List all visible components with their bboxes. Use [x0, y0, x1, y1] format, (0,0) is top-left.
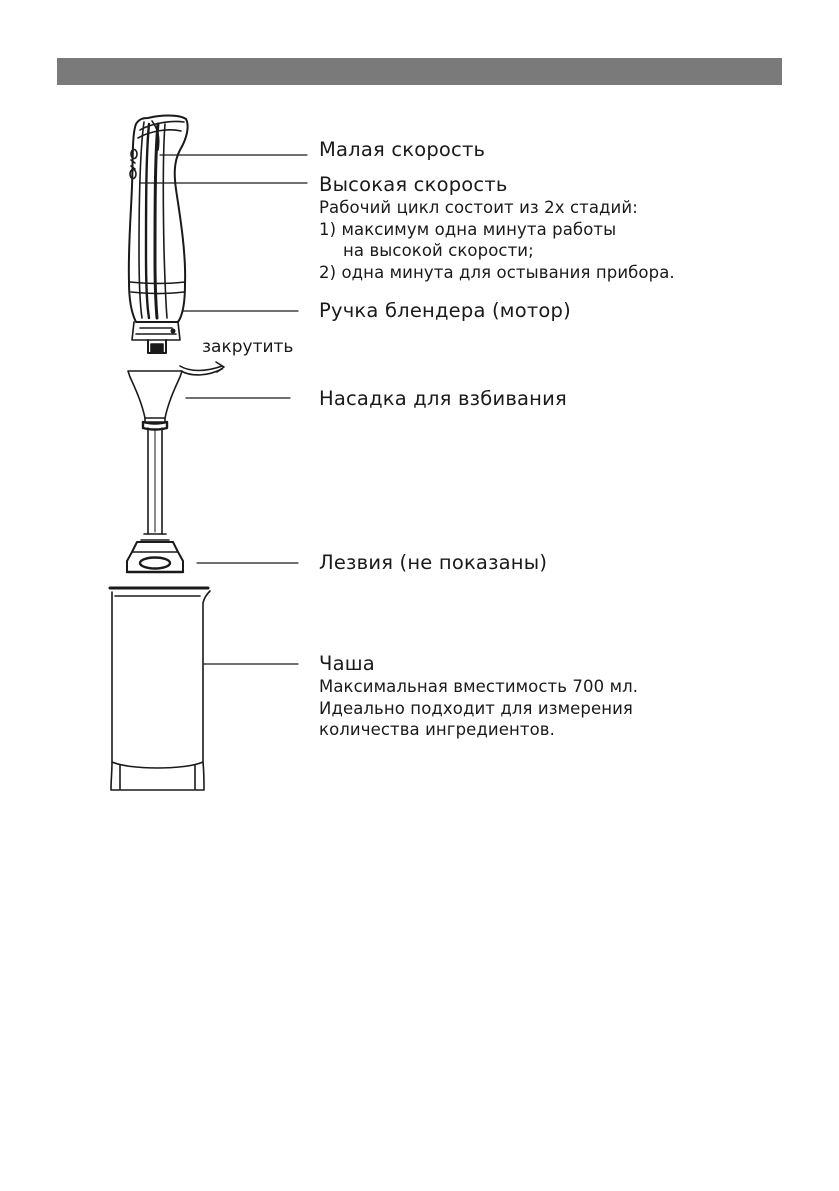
whisk-attachment-illustration — [128, 371, 182, 540]
label-handle: Ручка блендера (мотор) — [319, 299, 571, 322]
twist-arrow-illustration — [180, 362, 224, 375]
label-twist: закрутить — [202, 337, 294, 357]
motor-handle-illustration — [129, 116, 188, 354]
label-whisk-attachment: Насадка для взбивания — [319, 387, 567, 410]
label-high-speed-title: Высокая скорость — [319, 173, 508, 196]
label-bowl-title: Чаша — [319, 652, 375, 675]
high-speed-note-line-3: на высокой скорости; — [343, 241, 534, 260]
blade-guard-illustration — [127, 542, 183, 572]
bowl-illustration — [110, 588, 210, 790]
bowl-note-line-3: количества ингредиентов. — [319, 720, 555, 739]
label-high-speed-block — [319, 173, 675, 283]
label-bowl-block — [319, 652, 638, 741]
label-low-speed: Малая скорость — [319, 138, 486, 161]
bowl-note-line-1: Максимальная вместимость 700 мл. — [319, 677, 639, 696]
bowl-note-line-2: Идеально подходит для измерения — [319, 698, 633, 718]
high-speed-note-line-1: Рабочий цикл состоит из 2х стадий: — [319, 198, 638, 217]
label-blades: Лезвия (не показаны) — [319, 551, 548, 574]
high-speed-note-line-4: 2) одна минута для остывания прибора. — [319, 262, 675, 282]
high-speed-note-line-2: 1) максимум одна минута работы — [319, 219, 617, 239]
